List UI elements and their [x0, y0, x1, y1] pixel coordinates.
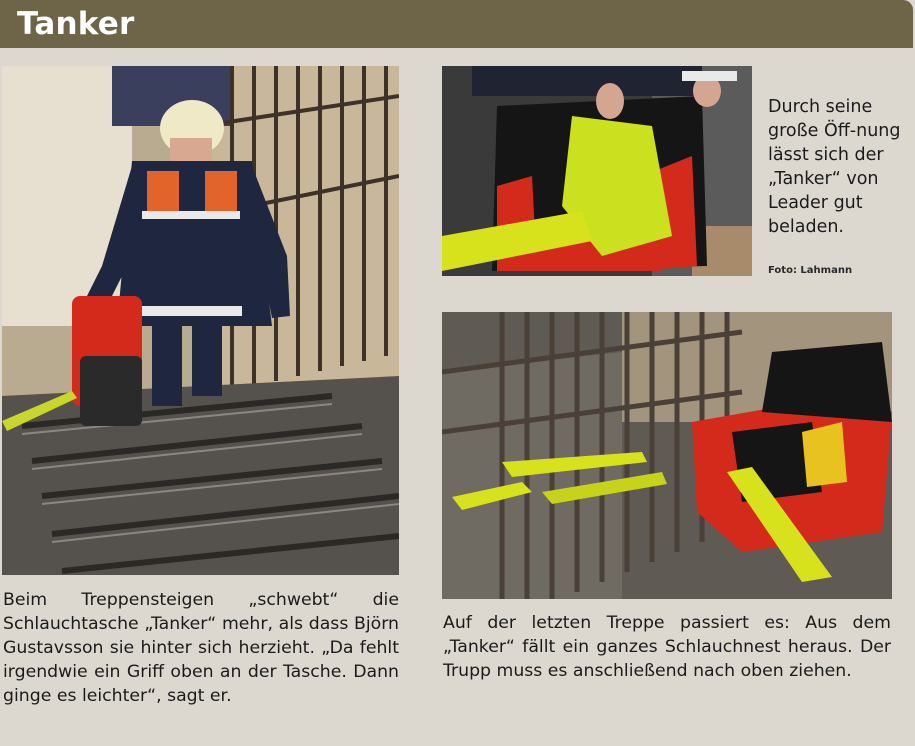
caption-hose	[443, 611, 891, 683]
caption-hose-text: Auf der letzten Treppe passiert es: Aus dem „Tanker“ fällt ein ganzes Schlauchnest heraus. Der Trupp muss es anschließend nach oben ziehen.	[443, 613, 891, 681]
photo-credit: Foto: Lahmann	[768, 265, 853, 276]
photo-loading	[442, 66, 752, 276]
caption-loading-text: Durch seine große Öff-nung lässt sich der „Tanker“ von Leader gut beladen.	[768, 97, 901, 237]
photo-hose-fallen	[442, 312, 892, 599]
section-title: Tanker	[17, 6, 135, 42]
section-header	[0, 0, 913, 48]
photo-stairs	[2, 66, 399, 575]
caption-loading	[768, 95, 908, 239]
caption-stairs	[3, 588, 399, 708]
caption-stairs-text: Beim Treppensteigen „schwebt“ die Schlauchtasche „Tanker“ mehr, als dass Björn Gustavsson sie hinter sich herzieht. „Da fehlt irgendwie ein Griff oben an der Tasche. Dann ginge es leichter“, sagt er.	[3, 590, 399, 706]
